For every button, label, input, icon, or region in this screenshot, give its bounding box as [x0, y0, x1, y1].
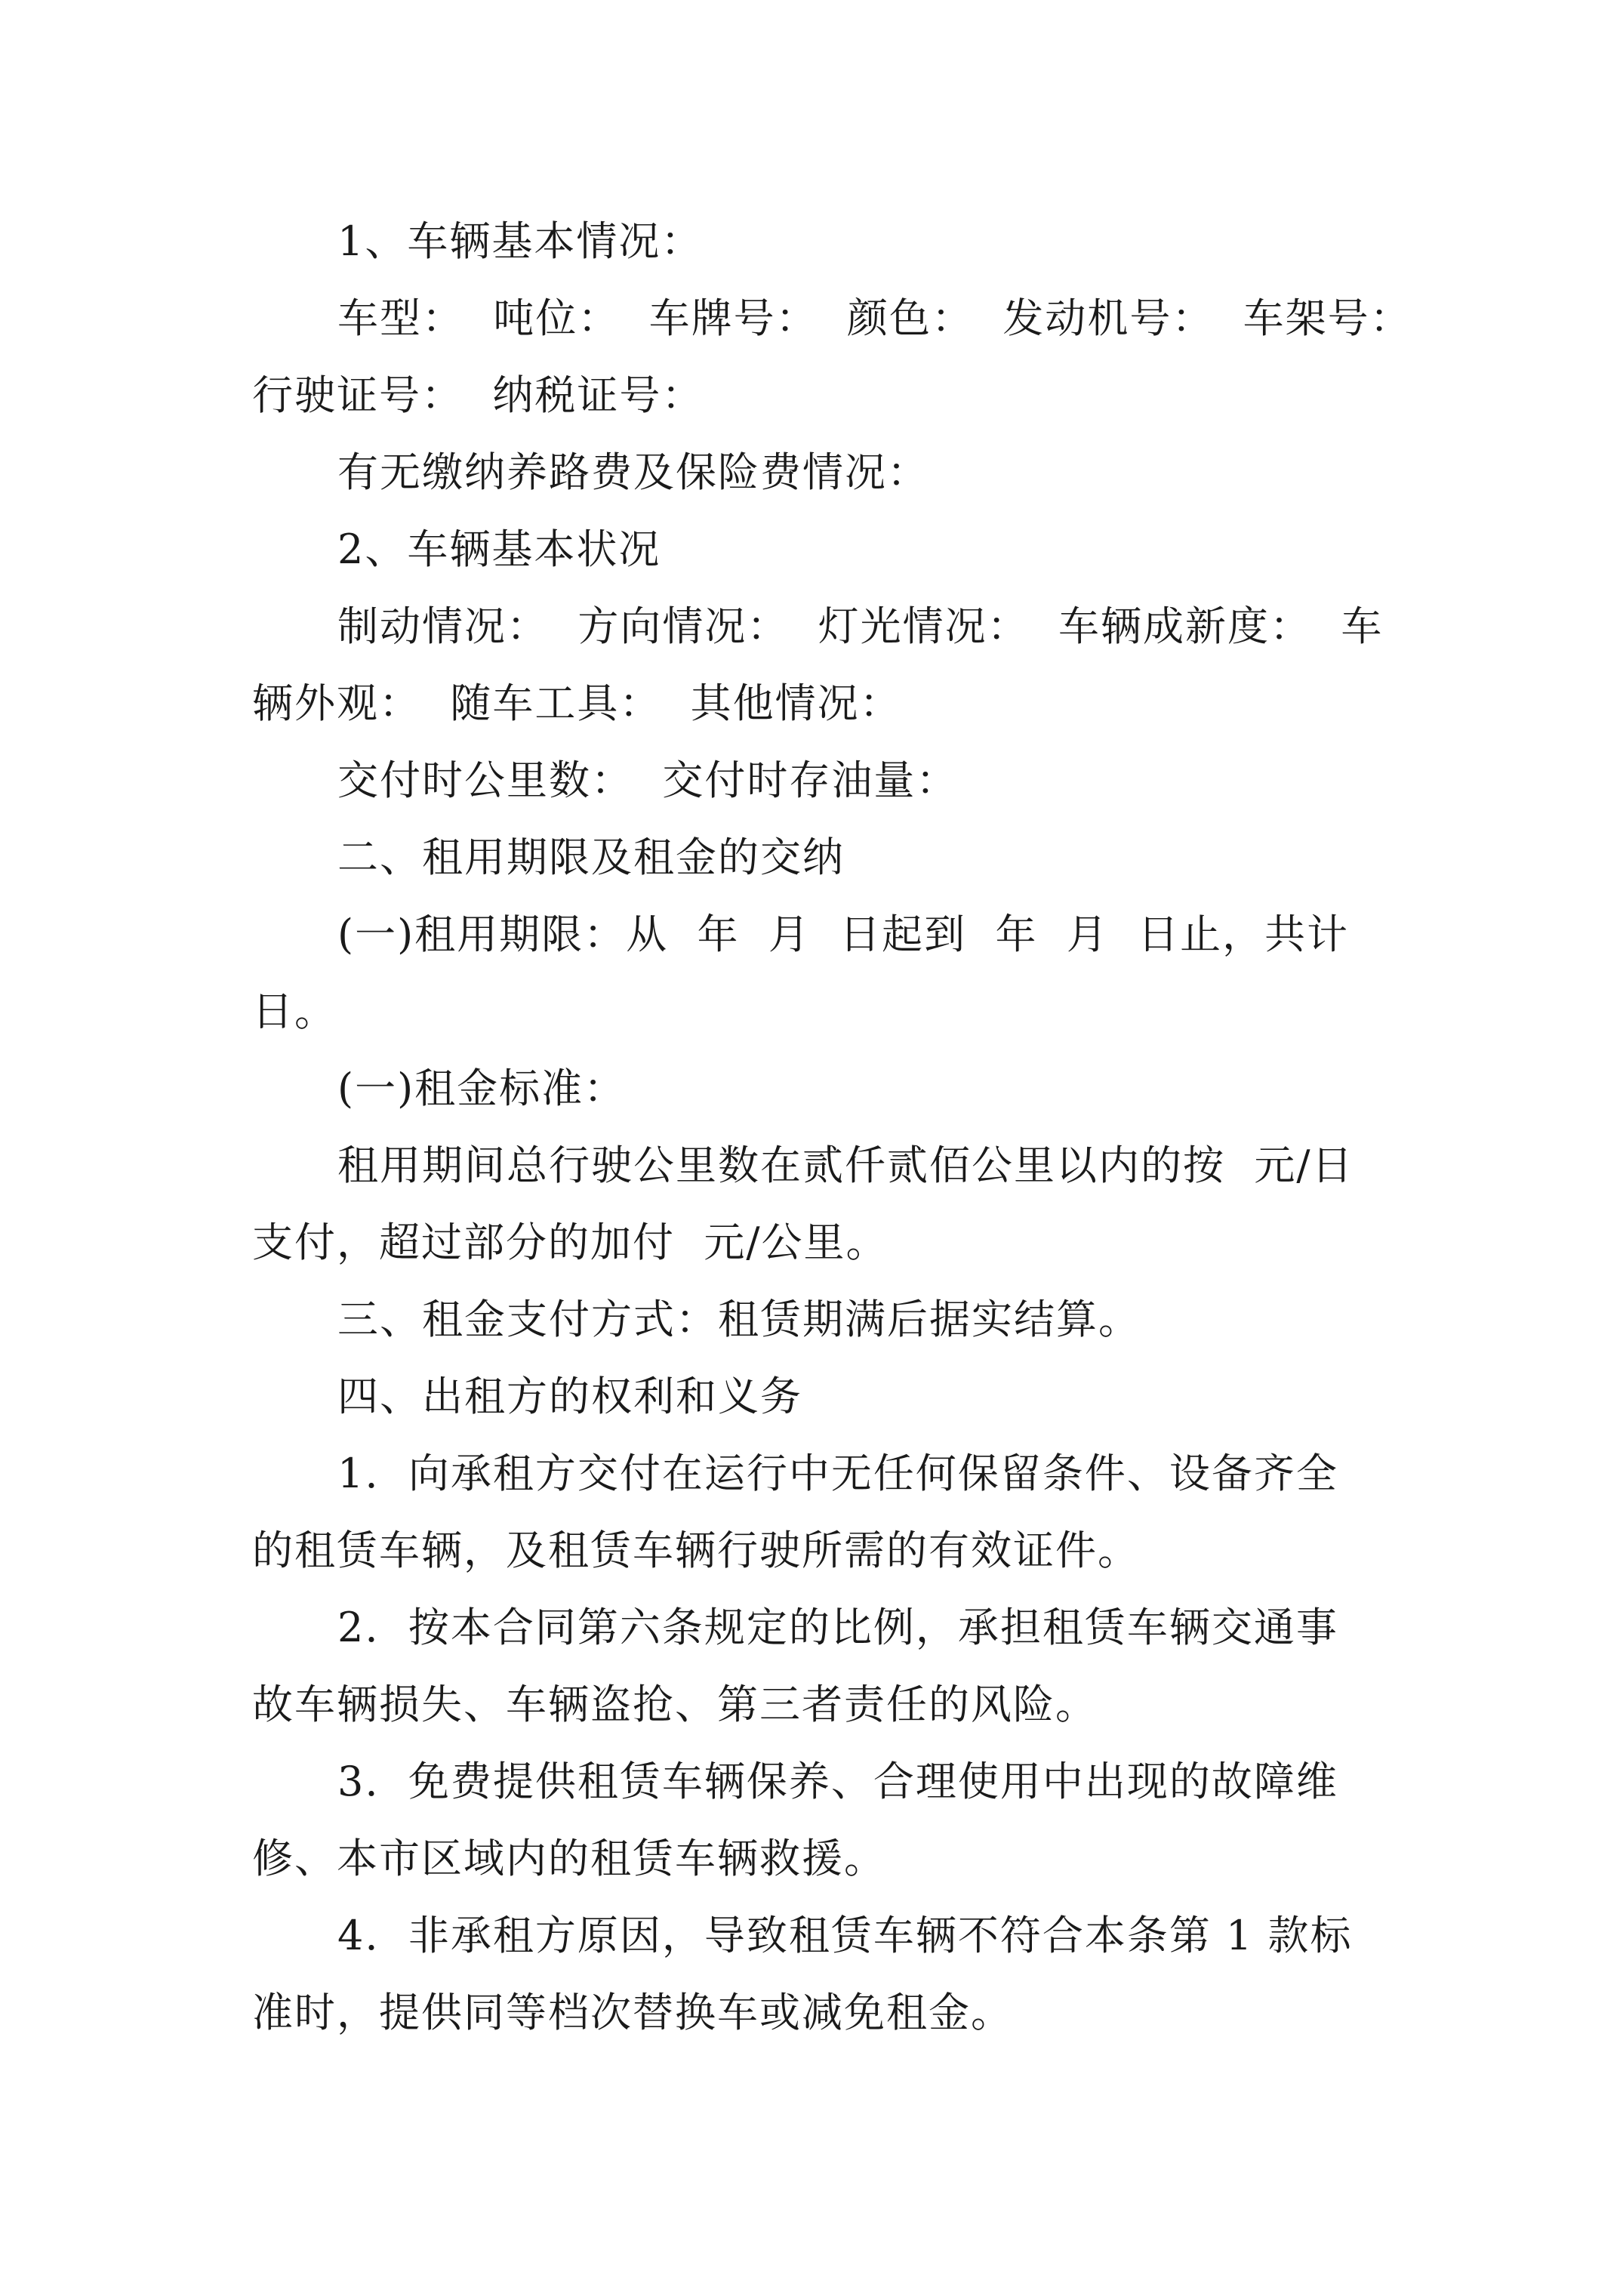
paragraph-line: 有无缴纳养路费及保险费情况： — [337, 448, 929, 496]
subheading-rent-standard: (一)租金标准： — [337, 1065, 627, 1112]
paragraph-line: 车型： 吨位： 车牌号： 颜色： 发动机号： 车架号： — [337, 294, 1412, 342]
paragraph-line: 2. 按本合同第六条规定的比例，承担租赁车辆交通事 — [337, 1604, 1338, 1651]
section-heading-payment: 三、租金支付方式：租赁期满后据实结算。 — [337, 1296, 1141, 1343]
section-heading-term-and-rent: 二、租用期限及租金的交纳 — [337, 834, 845, 881]
paragraph-line: 辆外观： 随车工具： 其他情况： — [252, 680, 902, 727]
paragraph-line: 支付，超过部分的加付 元/公里。 — [252, 1219, 888, 1266]
paragraph-line: 的租赁车辆，及租赁车辆行驶所需的有效证件。 — [252, 1527, 1140, 1574]
paragraph-line: 准时，提供同等档次替换车或减免租金。 — [252, 1989, 1013, 2036]
heading-vehicle-basic-info: 1、车辆基本情况： — [337, 217, 704, 265]
paragraph-line: 行驶证号： 纳税证号： — [252, 371, 704, 419]
paragraph-line: 交付时公里数： 交付时存油量： — [337, 757, 959, 804]
paragraph-line: 制动情况： 方向情况： 灯光情况： 车辆成新度： 车 — [337, 603, 1384, 650]
paragraph-line: 1. 向承租方交付在运行中无任何保留条件、设备齐全 — [337, 1450, 1338, 1497]
paragraph-line: 日。 — [252, 988, 337, 1035]
heading-vehicle-condition: 2、车辆基本状况 — [337, 525, 661, 573]
paragraph-line: 3. 免费提供租赁车辆保养、合理使用中出现的故障维 — [337, 1758, 1338, 1805]
paragraph-line: 租用期间总行驶公里数在贰仟贰佰公里以内的按 元/日 — [337, 1142, 1354, 1189]
paragraph-line: (一)租用期限：从 年 月 日起到 年 月 日止，共计 — [337, 911, 1350, 958]
paragraph-line: 修、本市区域内的租赁车辆救援。 — [252, 1835, 886, 1882]
paragraph-line: 4. 非承租方原因，导致租赁车辆不符合本条第 1 款标 — [337, 1912, 1353, 1959]
paragraph-line: 故车辆损失、车辆盗抢、第三者责任的风险。 — [252, 1681, 1098, 1728]
section-heading-lessor-rights: 四、出租方的权利和义务 — [337, 1373, 802, 1420]
